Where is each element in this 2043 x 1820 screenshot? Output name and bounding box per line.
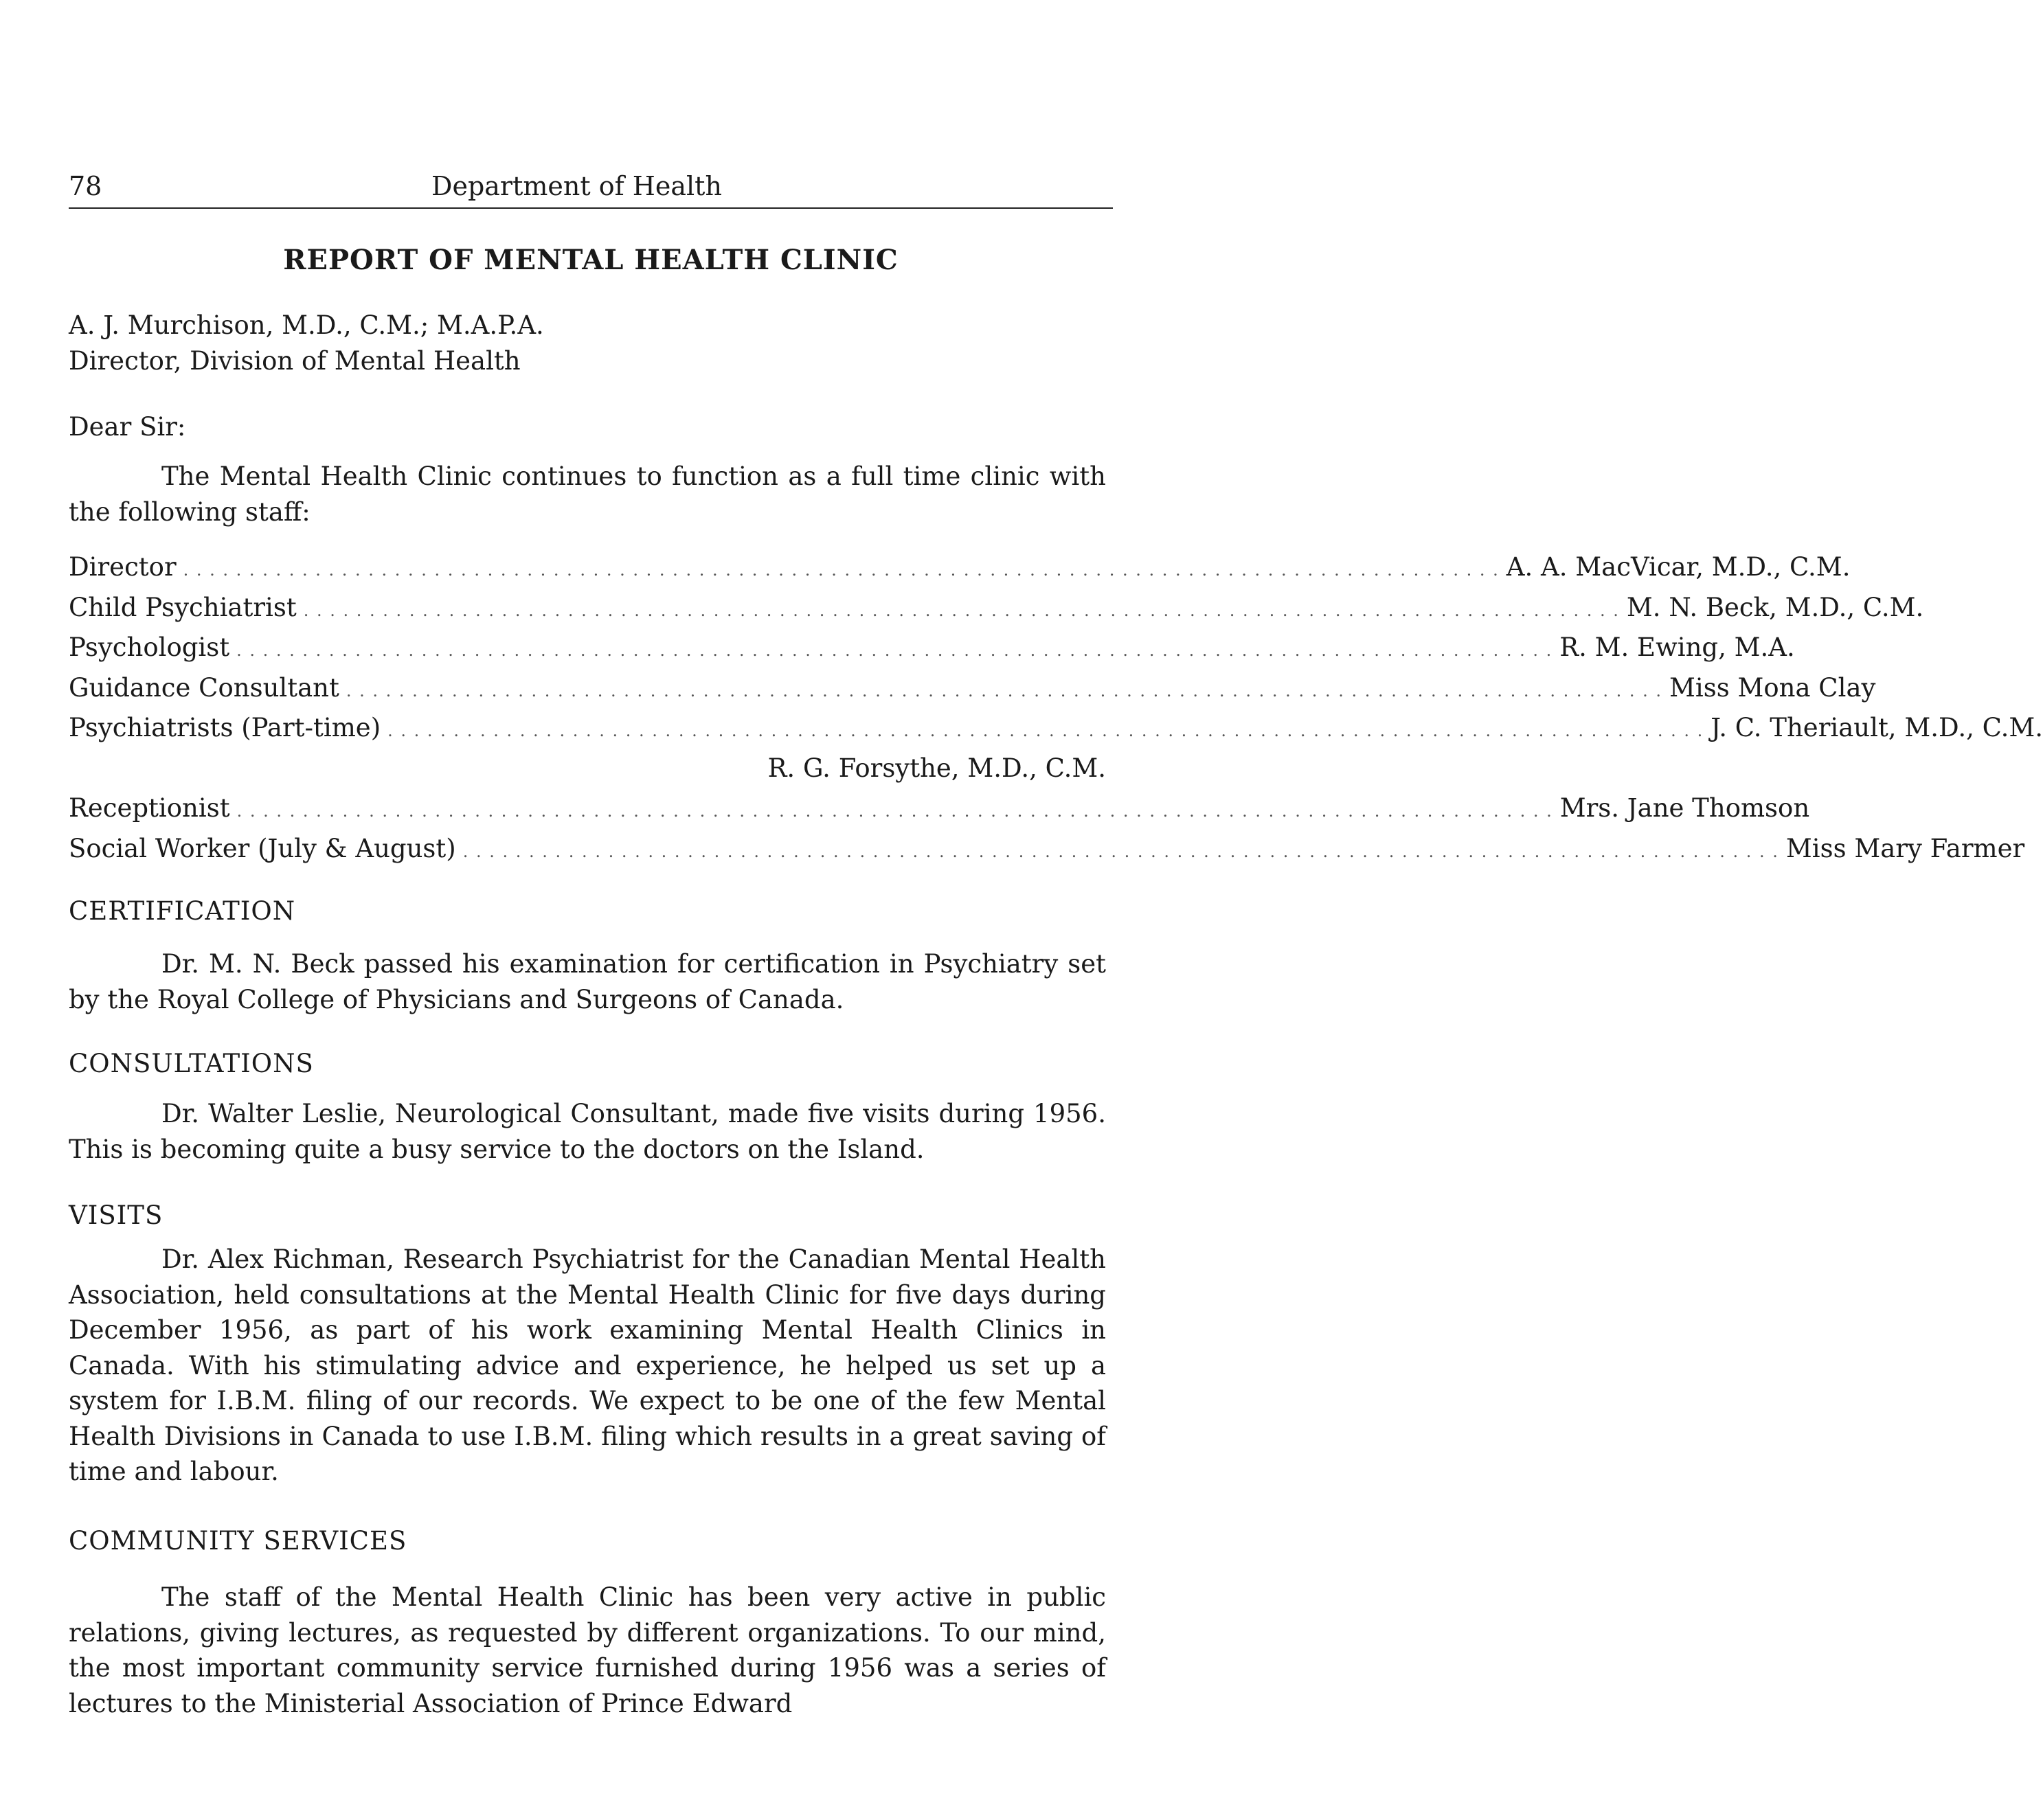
staff-row-continued xyxy=(69,749,1106,789)
staff-row xyxy=(69,708,2043,749)
staff-role: Director xyxy=(69,552,177,582)
staff-row xyxy=(69,829,2025,869)
staff-name: A. A. MacVicar, M.D., C.M. xyxy=(1506,552,1851,582)
staff-name: J. C. Theriault, M.D., C.M. xyxy=(1711,713,2043,742)
community-services-paragraph: The staff of the Mental Health Clinic has been very active in public relations, giving lectures, as requested by different organizations. To our mind, the most important community service furnished during 1956 was a series of lectures to the Ministerial Association of Prince Edward xyxy=(69,1582,1106,1718)
staff-role: Social Worker (July & August) xyxy=(69,833,456,863)
salutation: Dear Sir: xyxy=(69,412,186,442)
report-title: REPORT OF MENTAL HEALTH CLINIC xyxy=(283,244,899,276)
staff-name: R. G. Forsythe, M.D., C.M. xyxy=(767,753,1106,783)
staff-row xyxy=(69,547,1851,588)
intro-paragraph: The Mental Health Clinic continues to function as a full time clinic with the following staff: xyxy=(69,462,1106,527)
addressee-name: A. J. Murchison, M.D., C.M.; M.A.P.A. xyxy=(69,310,544,340)
staff-row xyxy=(69,628,1795,668)
staff-role: Psychiatrists (Part-time) xyxy=(69,713,381,742)
staff-name: Miss Mary Farmer xyxy=(1785,833,2025,863)
staff-role: Guidance Consultant xyxy=(69,672,339,703)
header-rule xyxy=(69,207,1113,209)
leader-dots: . . . . . . . . . . . . . . . . . . . . . . . . . . . . . . . . . . . . . . . . . . . . . . . . . . . . . . . . . . . . . . . . . . . . . . . . . . . . . . . . . . . . . . . . . . . . . . . . . . . . xyxy=(303,600,1620,620)
page-number: 78 xyxy=(69,171,102,201)
certification-paragraph: Dr. M. N. Beck passed his examination for certification in Psychiatry set by the Royal College of Physicians and Surgeons of Canada. xyxy=(69,949,1106,1014)
section-heading-community-services: COMMUNITY SERVICES xyxy=(69,1526,407,1556)
staff-row xyxy=(69,668,1876,709)
staff-role: Receptionist xyxy=(69,793,230,823)
leader-dots: . . . . . . . . . . . . . . . . . . . . . . . . . . . . . . . . . . . . . . . . . . . . . . . . . . . . . . . . . . . . . . . . . . . . . . . . . . . . . . . . . . . . . . . . . . . . . . . . . . . . xyxy=(387,721,1704,740)
addressee-block xyxy=(69,308,1106,379)
staff-role: Psychologist xyxy=(69,633,230,662)
leader-dots: . . . . . . . . . . . . . . . . . . . . . . . . . . . . . . . . . . . . . . . . . . . . . . . . . . . . . . . . . . . . . . . . . . . . . . . . . . . . . . . . . . . . . . . . . . . . . . . . . . . . xyxy=(346,681,1663,701)
staff-row xyxy=(69,588,1924,628)
visits-paragraph: Dr. Alex Richman, Research Psychiatrist for the Canadian Mental Health Association, held consultations at the Mental Health Clinic for five days during December 1956, as part of his work examining Mental Health Clinics in Canada. With his stimulating advice and experience, he helped us set up a system for I.B.M. filing of our records. We expect to be one of the few Mental Health Divisions in Canada to use I.B.M. filing which results in a great saving of time and labour. xyxy=(69,1244,1106,1486)
staff-role: Child Psychiatrist xyxy=(69,592,297,622)
page-header xyxy=(69,165,1113,207)
consultations-paragraph: Dr. Walter Leslie, Neurological Consultant, made five visits during 1956. This is becoming quite a busy service to the doctors on the Island. xyxy=(69,1099,1106,1164)
staff-name: R. M. Ewing, M.A. xyxy=(1559,633,1795,662)
staff-name: Mrs. Jane Thomson xyxy=(1559,793,1810,823)
leader-dots: . . . . . . . . . . . . . . . . . . . . . . . . . . . . . . . . . . . . . . . . . . . . . . . . . . . . . . . . . . . . . . . . . . . . . . . . . . . . . . . . . . . . . . . . . . . . . . . . . . . . xyxy=(236,641,1553,660)
staff-name: M. N. Beck, M.D., C.M. xyxy=(1626,592,1924,622)
staff-row xyxy=(69,788,1810,829)
running-head: Department of Health xyxy=(431,171,722,201)
section-heading-visits: VISITS xyxy=(69,1201,163,1230)
staff-list xyxy=(69,547,2043,869)
leader-dots: . . . . . . . . . . . . . . . . . . . . . . . . . . . . . . . . . . . . . . . . . . . . . . . . . . . . . . . . . . . . . . . . . . . . . . . . . . . . . . . . . . . . . . . . . . . . . . . . . . . . xyxy=(183,560,1500,580)
section-heading-consultations: CONSULTATIONS xyxy=(69,1049,314,1078)
leader-dots: . . . . . . . . . . . . . . . . . . . . . . . . . . . . . . . . . . . . . . . . . . . . . . . . . . . . . . . . . . . . . . . . . . . . . . . . . . . . . . . . . . . . . . . . . . . . . . . . . . . . xyxy=(462,841,1779,861)
staff-name: Miss Mona Clay xyxy=(1669,672,1876,703)
leader-dots: . . . . . . . . . . . . . . . . . . . . . . . . . . . . . . . . . . . . . . . . . . . . . . . . . . . . . . . . . . . . . . . . . . . . . . . . . . . . . . . . . . . . . . . . . . . . . . . . . . . . xyxy=(236,801,1553,821)
addressee-title: Director, Division of Mental Health xyxy=(69,346,521,376)
section-heading-certification: CERTIFICATION xyxy=(69,896,296,926)
